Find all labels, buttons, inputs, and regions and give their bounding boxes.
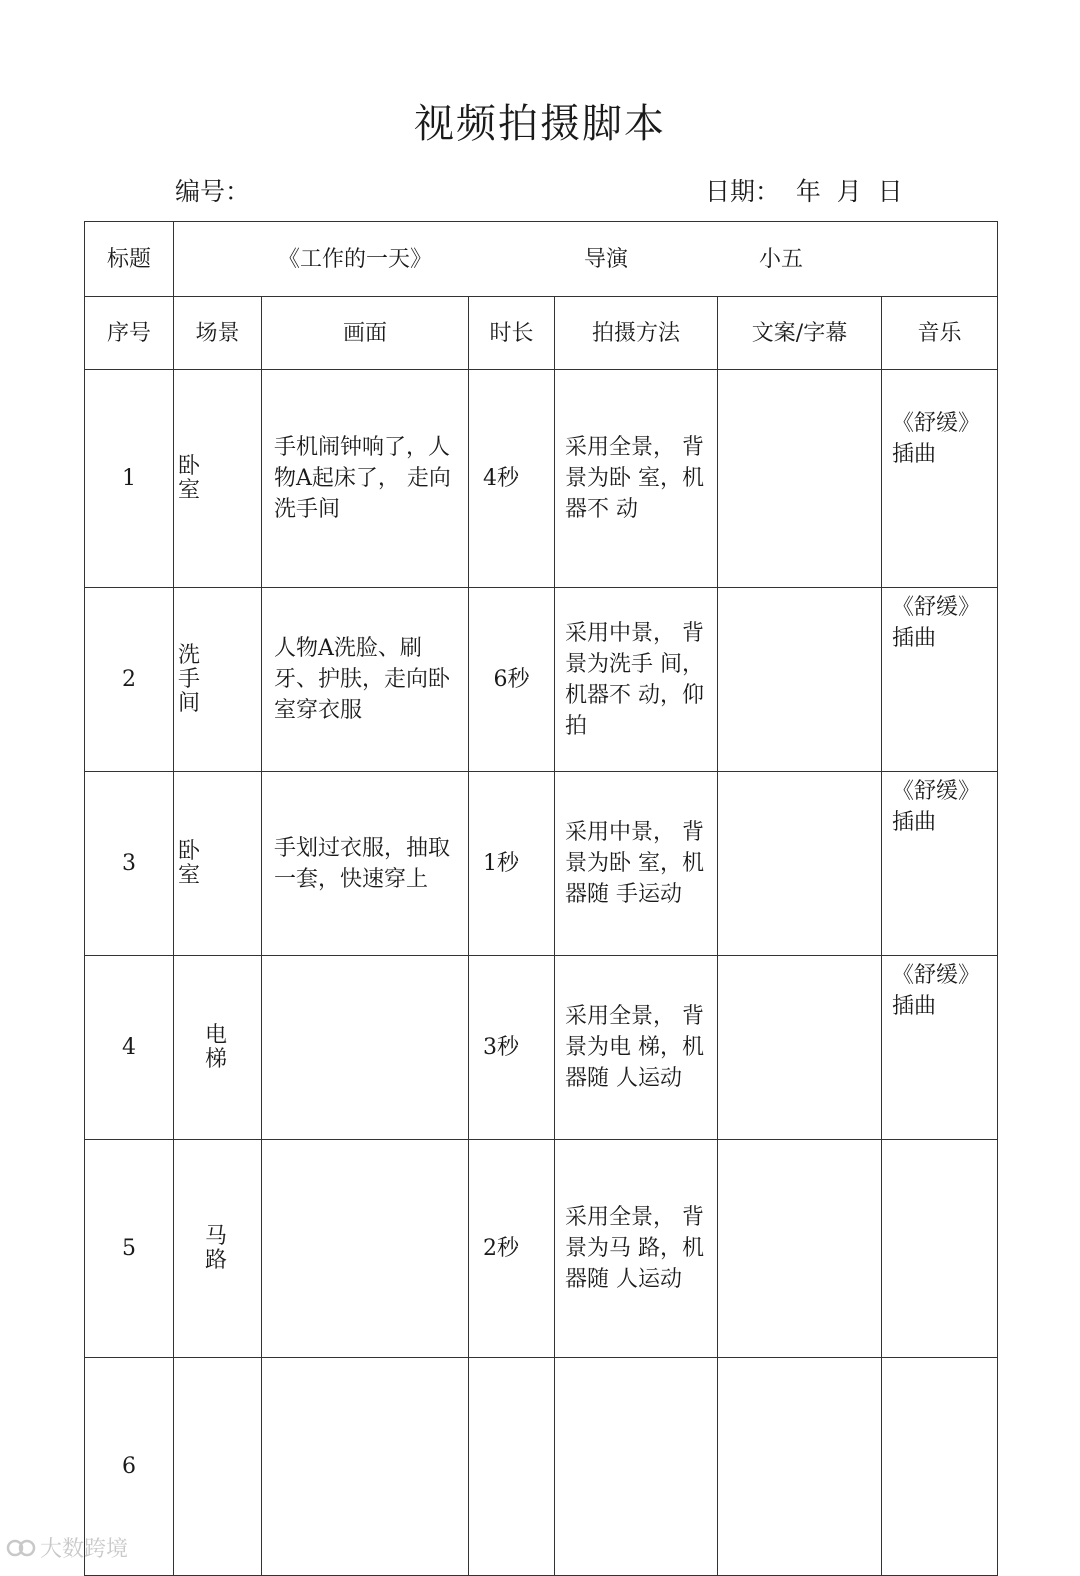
scene-text: 卧室 — [178, 838, 201, 888]
header-cell: 文案/字幕 — [718, 297, 882, 370]
picture-cell — [262, 1358, 469, 1576]
date-label: 日期： 年 月 日 — [705, 177, 903, 206]
row-number: 3 — [85, 772, 174, 956]
picture-cell — [262, 1140, 469, 1358]
header-cell: 画面 — [262, 297, 469, 370]
header-cell: 拍摄方法 — [555, 297, 718, 370]
caption-cell — [718, 1140, 882, 1358]
table-row — [85, 956, 998, 1140]
row-number: 6 — [85, 1358, 174, 1576]
scene-cell — [174, 370, 262, 588]
method-cell: 采用中景， 背景为洗手 间，机器不 动，仰拍 — [555, 588, 718, 772]
duration-cell: 2秒 — [469, 1140, 555, 1358]
document-title: 视频拍摄脚本 — [414, 101, 666, 147]
header-row — [85, 297, 998, 370]
table-row — [85, 1140, 998, 1358]
picture-cell: 手机闹钟响了，人物A起床了， 走向洗手间 — [262, 370, 469, 588]
caption-cell — [718, 956, 882, 1140]
duration-cell: 3秒 — [469, 956, 555, 1140]
row-number: 2 — [85, 588, 174, 772]
scene-cell — [174, 956, 262, 1140]
table-row — [85, 772, 998, 956]
music-cell: 《舒缓》插曲 — [882, 370, 998, 588]
method-cell: 采用全景， 背景为马 路，机器随 人运动 — [555, 1140, 718, 1358]
music-cell — [882, 1140, 998, 1358]
watermark — [6, 1532, 128, 1563]
duration-cell: 1秒 — [469, 772, 555, 956]
table-row — [85, 588, 998, 772]
picture-cell: 手划过衣服，抽取一套，快速穿上 — [262, 772, 469, 956]
row-number: 5 — [85, 1140, 174, 1358]
picture-cell: 人物A洗脸、刷牙、护肤，走向卧室穿衣服 — [262, 588, 469, 772]
script-table — [84, 221, 998, 1576]
caption-cell — [718, 370, 882, 588]
caption-cell — [718, 772, 882, 956]
picture-cell — [262, 956, 469, 1140]
title-value-cell — [174, 222, 998, 297]
video-title: 《工作的一天》 — [278, 247, 433, 272]
scene-cell — [174, 772, 262, 956]
number-label: 编号： — [175, 177, 251, 206]
logo-icon — [6, 1535, 36, 1561]
method-cell: 采用全景， 背景为卧 室，机器不 动 — [555, 370, 718, 588]
scene-text: 卧室 — [178, 453, 201, 503]
scene-text: 电梯 — [204, 1022, 227, 1072]
director-label: 导演 — [584, 247, 629, 272]
header-cell: 时长 — [469, 297, 555, 370]
duration-cell: 4秒 — [469, 370, 555, 588]
watermark-text: 大数跨境 — [40, 1537, 129, 1562]
duration-cell: 6秒 — [469, 588, 555, 772]
method-cell: 采用全景， 背景为电 梯，机器随 人运动 — [555, 956, 718, 1140]
row-number: 1 — [85, 370, 174, 588]
duration-cell — [469, 1358, 555, 1576]
method-cell — [555, 1358, 718, 1576]
header-cell: 序号 — [85, 297, 174, 370]
title-row — [85, 222, 998, 297]
caption-cell — [718, 588, 882, 772]
music-cell — [882, 1358, 998, 1576]
music-cell: 《舒缓》插曲 — [882, 956, 998, 1140]
title-label-cell: 标题 — [85, 222, 174, 297]
director-name: 小五 — [759, 247, 804, 272]
music-cell: 《舒缓》插曲 — [882, 588, 998, 772]
scene-text: 洗手间 — [178, 642, 201, 716]
caption-cell — [718, 1358, 882, 1576]
scene-cell — [174, 1140, 262, 1358]
scene-cell — [174, 588, 262, 772]
scene-text: 马路 — [204, 1223, 227, 1273]
scene-cell — [174, 1358, 262, 1576]
table-row — [85, 370, 998, 588]
method-cell: 采用中景， 背景为卧 室，机器随 手运动 — [555, 772, 718, 956]
header-cell: 音乐 — [882, 297, 998, 370]
row-number: 4 — [85, 956, 174, 1140]
table-row — [85, 1358, 998, 1576]
music-cell: 《舒缓》插曲 — [882, 772, 998, 956]
header-cell: 场景 — [174, 297, 262, 370]
